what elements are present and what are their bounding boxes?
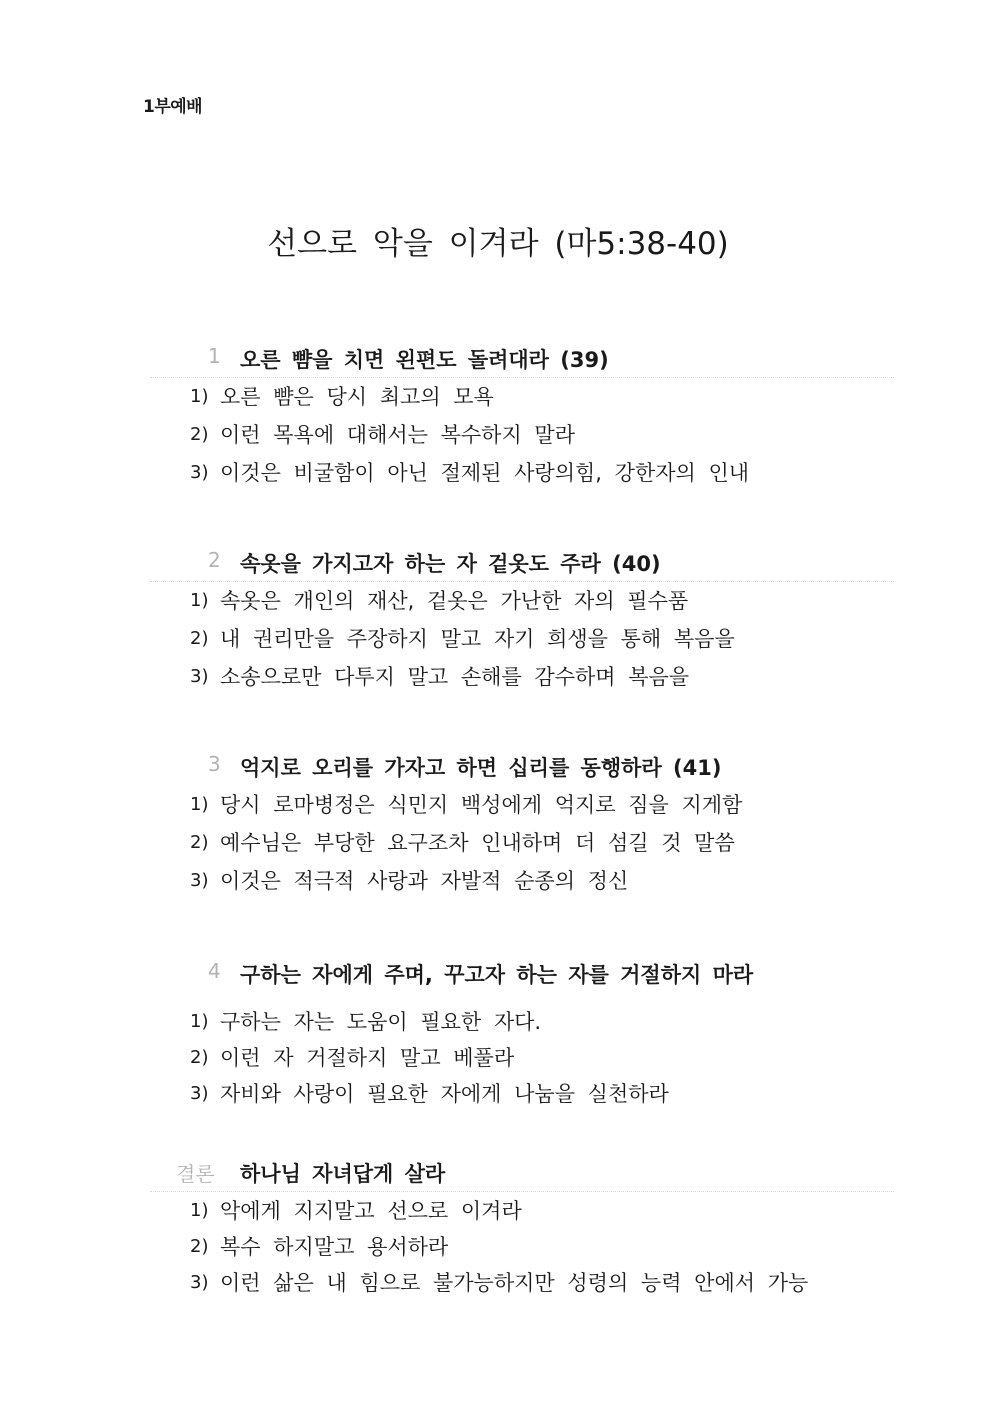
point-list: [150, 378, 894, 492]
point-list: [150, 1192, 894, 1300]
point-list: [150, 582, 894, 696]
section-number: 4: [208, 959, 221, 983]
point-list: [150, 1003, 894, 1111]
item-marker: 2): [190, 628, 209, 649]
item-text: 악에게 지지말고 선으로 이겨라: [220, 1199, 522, 1223]
item-marker: 1): [190, 1011, 209, 1032]
item-text: 구하는 자는 도움이 필요한 자다.: [220, 1010, 542, 1034]
item-marker: 1): [190, 794, 209, 815]
item-text: 이런 자 거절하지 말고 베풀라: [220, 1046, 515, 1070]
item-marker: 3): [190, 666, 209, 687]
list-item: [150, 416, 894, 454]
item-text: 내 권리만을 주장하지 말고 자기 희생을 통해 복음을: [220, 627, 735, 651]
section-heading: [150, 746, 894, 786]
list-item: [150, 1003, 894, 1039]
section-heading: [150, 953, 894, 1003]
item-text: 속옷은 개인의 재산, 겉옷은 가난한 자의 필수품: [220, 589, 689, 613]
list-item: [150, 454, 894, 492]
list-item: [150, 1192, 894, 1228]
item-marker: 1): [190, 590, 209, 611]
service-label: 1부예배: [143, 97, 203, 117]
section-number: 3: [208, 752, 221, 776]
section-title: 속옷을 가지고자 하는 자 겉옷도 주라 (40): [240, 552, 661, 576]
list-item: [150, 582, 894, 620]
page-title: 선으로 악을 이겨라 (마5:38-40): [267, 226, 729, 262]
item-marker: 2): [190, 832, 209, 853]
item-text: 자비와 사랑이 필요한 자에게 나눔을 실천하라: [220, 1082, 669, 1106]
section-title: 오른 뺨을 치면 왼편도 돌려대라 (39): [240, 348, 609, 372]
section-title: 구하는 자에게 주며, 꾸고자 하는 자를 거절하지 마라: [240, 963, 754, 987]
list-item: [150, 786, 894, 824]
item-marker: 1): [190, 1200, 209, 1221]
section-title: 억지로 오리를 가자고 하면 십리를 동행하라 (41): [240, 756, 722, 780]
item-marker: 2): [190, 1236, 209, 1257]
section-number: 2: [208, 548, 221, 572]
section-1: [150, 338, 894, 492]
section-3: [150, 746, 894, 900]
item-text: 예수님은 부당한 요구조차 인내하며 더 섬길 것 말씀: [220, 831, 735, 855]
section-2: [150, 542, 894, 696]
item-text: 이런 삶은 내 힘으로 불가능하지만 성령의 능력 안에서 가능: [220, 1271, 809, 1295]
section-number: 결론: [176, 1162, 215, 1186]
item-marker: 2): [190, 1047, 209, 1068]
point-list: [150, 786, 894, 900]
list-item: [150, 1264, 894, 1300]
list-item: [150, 378, 894, 416]
item-marker: 1): [190, 386, 209, 407]
list-item: [150, 658, 894, 696]
section-heading: [150, 1152, 894, 1192]
item-marker: 3): [190, 1083, 209, 1104]
list-item: [150, 1075, 894, 1111]
item-text: 복수 하지말고 용서하라: [220, 1235, 449, 1259]
section-number: 1: [208, 344, 221, 368]
section-heading: [150, 542, 894, 582]
item-text: 이것은 비굴함이 아닌 절제된 사랑의힘, 강한자의 인내: [220, 461, 750, 485]
item-marker: 2): [190, 424, 209, 445]
item-marker: 3): [190, 1272, 209, 1293]
list-item: [150, 1039, 894, 1075]
item-text: 이런 목욕에 대해서는 복수하지 말라: [220, 423, 575, 447]
list-item: [150, 862, 894, 900]
item-text: 이것은 적극적 사랑과 자발적 순종의 정신: [220, 869, 629, 893]
list-item: [150, 824, 894, 862]
item-marker: 3): [190, 870, 209, 891]
section-title: 하나님 자녀답게 살라: [240, 1162, 446, 1186]
section-4: [150, 953, 894, 1111]
item-text: 당시 로마병정은 식민지 백성에게 억지로 짐을 지게함: [220, 793, 743, 817]
section-conclusion: [150, 1152, 894, 1300]
list-item: [150, 1228, 894, 1264]
item-text: 소송으로만 다투지 말고 손해를 감수하며 복음을: [220, 665, 690, 689]
item-text: 오른 뺨은 당시 최고의 모욕: [220, 385, 494, 409]
list-item: [150, 620, 894, 658]
section-heading: [150, 338, 894, 378]
item-marker: 3): [190, 462, 209, 483]
